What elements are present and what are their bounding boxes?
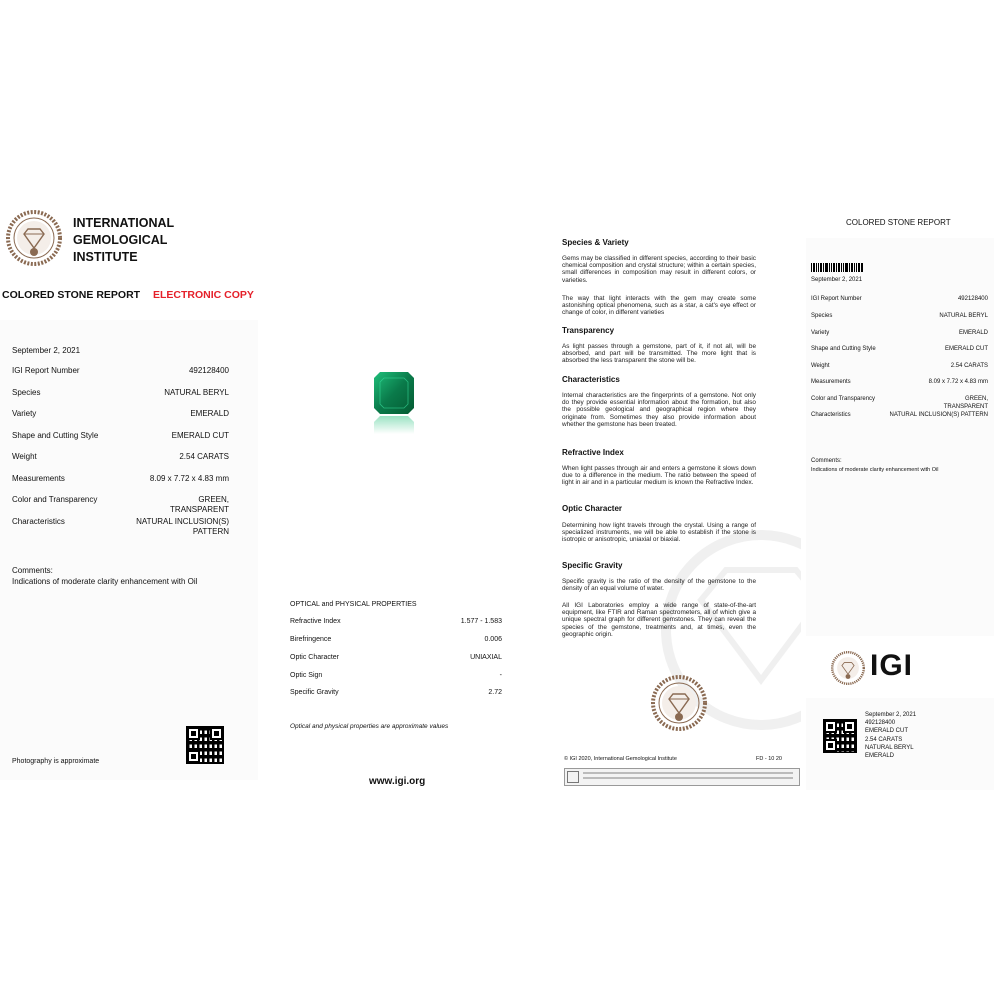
field-label: IGI Report Number xyxy=(12,366,80,375)
field-label: Color and Transparency xyxy=(12,495,98,504)
right-comments-label: Comments: xyxy=(811,458,842,464)
info-page xyxy=(556,230,802,790)
electronic-copy-label: ELECTRONIC COPY xyxy=(153,289,254,301)
photo-note: Photography is approximate xyxy=(12,758,100,765)
prop-label: Specific Gravity xyxy=(290,689,339,696)
stub-info xyxy=(865,711,916,760)
stub-line: September 2, 2021 xyxy=(865,712,917,718)
barcode-icon xyxy=(811,263,863,272)
report-date: September 2, 2021 xyxy=(12,346,81,355)
right-report-title: COLORED STONE REPORT xyxy=(846,218,951,227)
right-report-date: September 2, 2021 xyxy=(811,277,863,283)
right-report-page xyxy=(806,210,996,790)
igi-seal-logo xyxy=(831,651,865,685)
stub-line: NATURAL BERYL xyxy=(865,744,914,751)
stub-line: EMERALD CUT xyxy=(865,728,909,735)
institute-name xyxy=(73,215,174,266)
prop-value: - xyxy=(499,672,502,679)
field-value: 492128400 xyxy=(957,296,988,302)
section-title: Refractive Index xyxy=(562,448,624,457)
prop-value: UNIAXIAL xyxy=(470,654,502,661)
institute-line-3: INSTITUTE xyxy=(73,250,138,264)
report-title xyxy=(2,289,254,301)
igi-seal-logo xyxy=(6,210,62,266)
comments-text: Indications of moderate clarity enhancement with Oil xyxy=(12,577,198,586)
prop-label: Birefringence xyxy=(290,636,332,643)
section-title: Specific Gravity xyxy=(562,561,623,570)
website-link[interactable]: www.igi.org xyxy=(369,776,426,787)
prop-label: Optic Character xyxy=(290,654,340,661)
section-text: When light passes through air and enters a gemstone it slows down due to a difference in the medium. The ratio between the speed of light in air and in a particular medium is known the Refractive Index. xyxy=(562,465,756,487)
igi-seal-logo xyxy=(651,675,707,731)
field-label: Shape and Cutting Style xyxy=(12,431,99,440)
field-value: NATURAL INCLUSION(S) PATTERN xyxy=(136,517,229,536)
field-label: Variety xyxy=(12,409,37,418)
qr-code-icon xyxy=(823,719,857,753)
field-value: 492128400 xyxy=(188,366,229,375)
section-text: Specific gravity is the ratio of the density of the gemstone to the density of an equal volume of water. xyxy=(562,578,756,593)
field-label: Characteristics xyxy=(12,517,65,526)
section-text: All IGI Laboratories employ a wide range of state-of-the-art equipment, like FTIR and Raman spectrometers, all of which give a unique spectral graph for different gemstones. They can reveal the species of the gemstone, treatments and, at times, even the geographic origin. xyxy=(562,602,756,638)
stub-line: EMERALD xyxy=(865,753,895,760)
field-value: NATURAL INCLUSION(S) PATTERN xyxy=(889,412,988,418)
igi-brand-text: IGI xyxy=(870,649,914,682)
center-page xyxy=(262,200,542,800)
field-value: 2.54 CARATS xyxy=(950,363,988,369)
field-value: GREEN, TRANSPARENT xyxy=(943,396,988,410)
field-label: Variety xyxy=(811,330,830,336)
institute-line-1: INTERNATIONAL xyxy=(73,216,175,230)
institute-line-2: GEMOLOGICAL xyxy=(73,233,168,247)
comments-label: Comments: xyxy=(12,566,53,575)
properties-title: OPTICAL and PHYSICAL PROPERTIES xyxy=(290,601,417,608)
left-report-page xyxy=(0,200,260,780)
field-label: Weight xyxy=(811,363,830,369)
section-title: Transparency xyxy=(562,326,615,335)
emerald-gem-image xyxy=(374,372,414,436)
field-value: 8.09 x 7.72 x 4.83 mm xyxy=(928,379,988,385)
field-label: Weight xyxy=(12,452,37,461)
field-label: Measurements xyxy=(12,474,65,483)
stub-line: 492128400 xyxy=(865,720,896,727)
field-label: Measurements xyxy=(811,379,851,385)
field-label: Shape and Cutting Style xyxy=(811,346,876,352)
field-value: 8.09 x 7.72 x 4.83 mm xyxy=(149,474,229,483)
qr-code-icon xyxy=(186,726,224,764)
field-label: Species xyxy=(811,313,833,319)
field-value: EMERALD xyxy=(958,330,988,336)
prop-label: Optic Sign xyxy=(290,672,323,679)
form-code: FD - 10 20 xyxy=(756,756,782,762)
prop-value: 2.72 xyxy=(488,689,502,696)
field-label: Color and Transparency xyxy=(811,396,876,402)
field-label: Characteristics xyxy=(811,412,851,418)
properties-note: Optical and physical properties are approximate values xyxy=(290,723,449,730)
field-value: NATURAL BERYL xyxy=(164,388,229,397)
section-text: Determining how light travels through the crystal. Using a range of specialized instruments, we will be able to establish if the stone is isotropic or anisotropic, uniaxial or biaxial. xyxy=(562,522,756,544)
right-comments-text: Indications of moderate clarity enhancement with Oil xyxy=(811,467,939,473)
report-title-text: COLORED STONE REPORT xyxy=(2,289,141,301)
section-title: Optic Character xyxy=(562,504,623,513)
prop-label: Refractive Index xyxy=(290,618,341,625)
section-text: The way that light interacts with the gem may create some astonishing optical phenomena, such as a star, a cat's eye effect or change of color, in different varieties xyxy=(562,295,756,317)
field-value: NATURAL BERYL xyxy=(939,313,988,319)
field-label: Species xyxy=(12,388,41,397)
stub-line: 2.54 CARATS xyxy=(865,736,903,743)
copyright: © IGI 2020, International Gemological Institute xyxy=(564,756,677,762)
section-title: Characteristics xyxy=(562,375,620,384)
section-text: Gems may be classified in different species, according to their basic chemical composition and crystal structure; within a certain species, small differences in composition may result in different colors, or varieties. xyxy=(562,255,756,284)
section-text: Internal characteristics are the fingerprints of a gemstone. Not only do they provide essential information about the formation, but also the possible geological and geographical region where they originate from. Sometimes they also provide information about whether the gemstone has been treated. xyxy=(562,392,756,428)
prop-value: 1.577 - 1.583 xyxy=(460,618,502,625)
field-value: 2.54 CARATS xyxy=(179,452,229,461)
field-value: GREEN, TRANSPARENT xyxy=(170,495,229,514)
field-label: IGI Report Number xyxy=(811,296,862,302)
field-value: EMERALD CUT xyxy=(944,346,988,352)
security-notice-strip xyxy=(564,768,800,786)
prop-value: 0.006 xyxy=(484,636,502,643)
field-value: EMERALD xyxy=(190,409,229,418)
section-title: Species & Variety xyxy=(562,238,629,247)
section-text: As light passes through a gemstone, part of it, if not all, will be absorbed, and part will be transmitted. The more light that is absorbed the less transparent the stone will be. xyxy=(562,343,756,365)
field-value: EMERALD CUT xyxy=(171,431,229,440)
